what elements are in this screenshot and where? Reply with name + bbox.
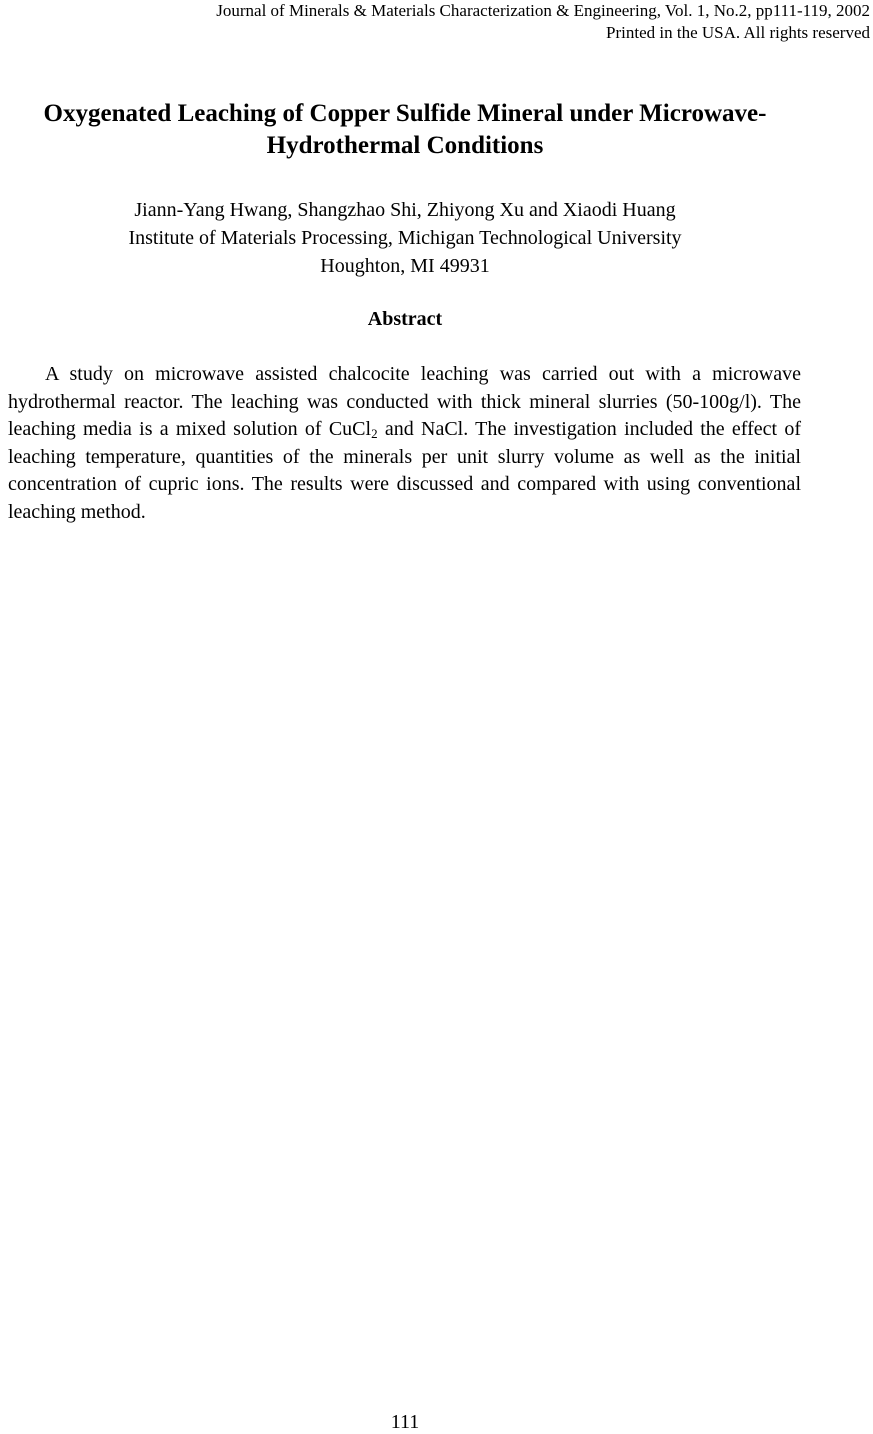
abstract-text-part-2: and NaCl. The investigation included the effect of leaching temperature, quantities of the minerals per unit slurry volume as well as the initial concentration of cupric ions. The results were discussed and compared with using conventional leaching method. [8,418,801,523]
rights-notice: Printed in the USA. All rights reserved [606,23,870,42]
chemical-subscript: 2 [371,426,378,441]
affiliation-institution: Institute of Materials Processing, Michigan Technological University [128,227,682,249]
author-block [0,196,810,280]
paper-title-line-1: Oxygenated Leaching of Copper Sulfide Mineral under Microwave- [43,100,767,127]
abstract-text-part-1: A study on microwave assisted chalcocite leaching was carried out with a microwave hydrothermal reactor. The leaching was conducted with thick mineral slurries (50-100g/l). The leaching media is a mixed solution of CuCl [8,363,801,440]
page-number: 111 [390,1411,420,1433]
abstract-body [8,361,801,526]
running-head [10,0,870,44]
paper-title [0,98,810,162]
journal-citation: Journal of Minerals & Materials Characterization & Engineering, Vol. 1, No.2, pp111-119, 2002 [216,1,870,20]
author-list: Jiann-Yang Hwang, Shangzhao Shi, Zhiyong Xu and Xiaodi Huang [134,199,676,221]
affiliation-location: Houghton, MI 49931 [320,255,490,277]
paper-title-line-2: Hydrothermal Conditions [266,132,544,159]
abstract-heading: Abstract [367,308,443,330]
